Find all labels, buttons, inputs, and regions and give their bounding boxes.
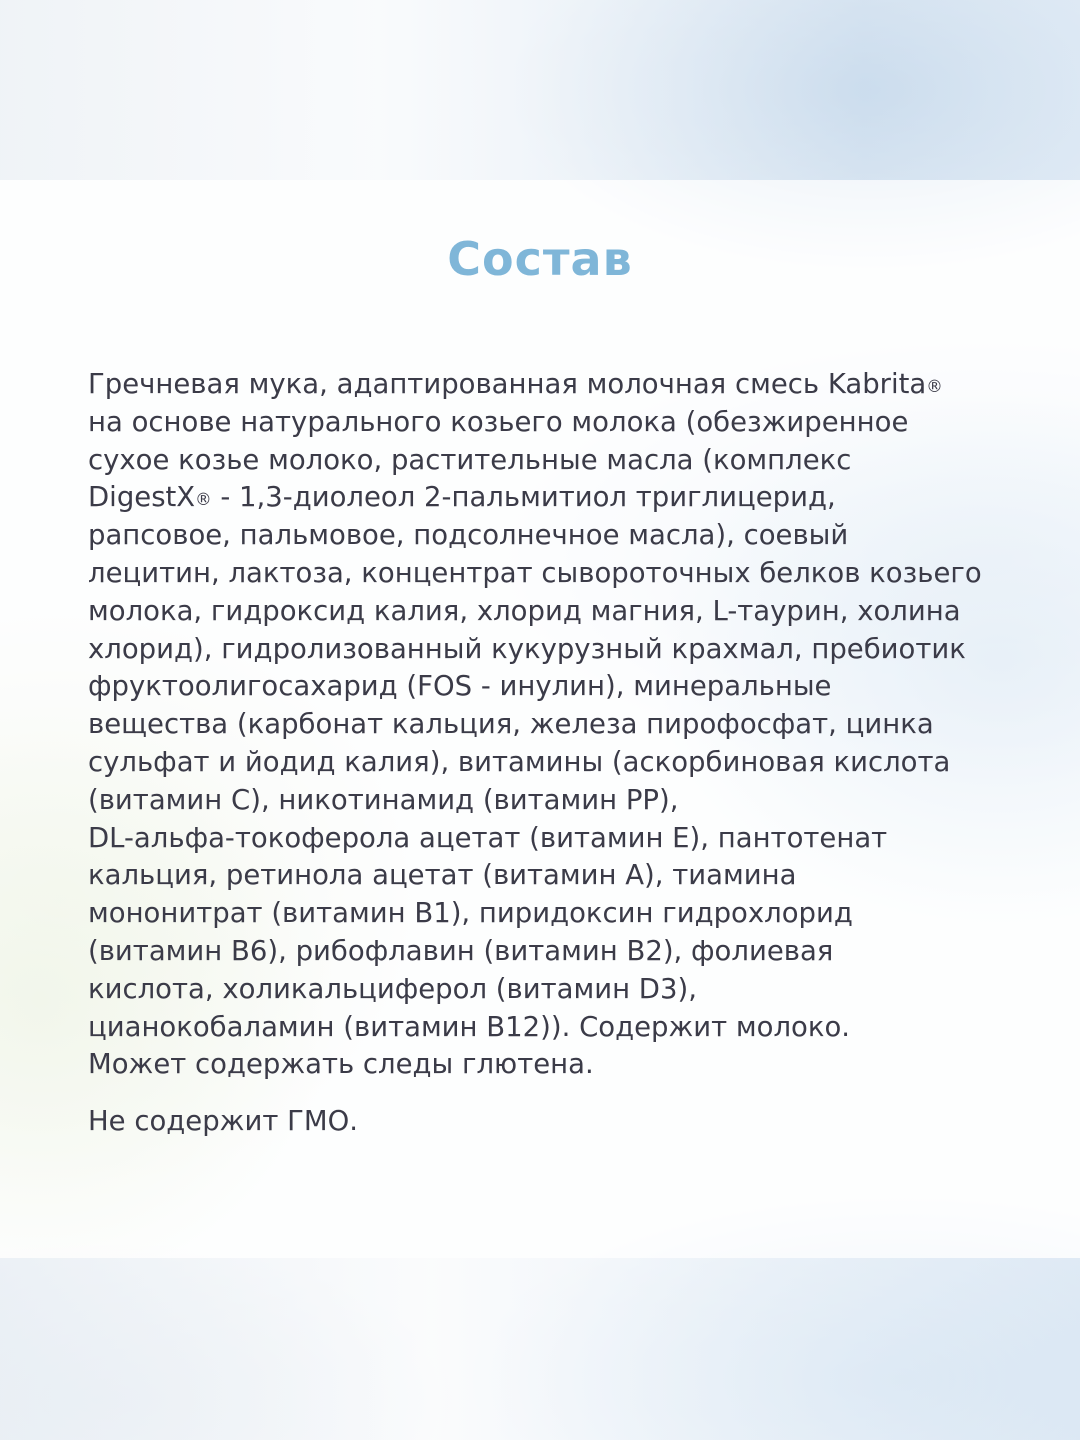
composition-line: лецитин, лактоза, концентрат сывороточных белков козьего	[88, 556, 982, 589]
composition-text	[88, 366, 1028, 1084]
composition-line: мононитрат (витамин В1), пиридоксин гидрохлорид	[88, 897, 853, 930]
composition-line: цианокобаламин (витамин В12)). Содержит молоко.	[88, 1010, 851, 1043]
composition-line: молока, гидроксид калия, хлорид магния, L-таурин, холина	[88, 594, 961, 627]
composition-line: DL-альфа-токоферола ацетат (витамин Е), пантотенат	[88, 821, 888, 854]
composition-line: кальция, ретинола ацетат (витамин А), тиамина	[88, 859, 797, 892]
composition-line: (витамин В6), рибофлавин (витамин В2), фолиевая	[88, 934, 834, 967]
composition-line: фруктоолигосахарид (FOS - инулин), минеральные	[88, 670, 832, 703]
page-title: Состав	[447, 232, 633, 286]
composition-line: хлорид), гидролизованный кукурузный крахмал, пребиотик	[88, 632, 966, 665]
gmo-note: Не содержит ГМО.	[88, 1105, 358, 1137]
composition-line: DigestX® - 1,3-диолеол 2-пальмитиол триглицерид,	[88, 481, 836, 514]
composition-line: на основе натурального козьего молока (обезжиренное	[88, 405, 909, 438]
composition-line: кислота, холикальциферол (витамин D3),	[88, 972, 697, 1005]
composition-line: сульфат и йодид калия), витамины (аскорбиновая кислота	[88, 745, 951, 778]
composition-line: вещества (карбонат кальция, железа пирофосфат, цинка	[88, 708, 934, 741]
bottom-blurred-band	[0, 1258, 1080, 1440]
composition-line: сухое козье молоко, растительные масла (комплекс	[88, 443, 852, 476]
composition-line: (витамин С), никотинамид (витамин РР),	[88, 783, 679, 816]
composition-line: Гречневая мука, адаптированная молочная смесь Kabrita®	[88, 368, 943, 400]
composition-line: рапсовое, пальмовое, подсолнечное масла), соевый	[88, 519, 849, 552]
composition-line: Может содержать следы глютена.	[88, 1048, 594, 1081]
top-blurred-band	[0, 0, 1080, 180]
